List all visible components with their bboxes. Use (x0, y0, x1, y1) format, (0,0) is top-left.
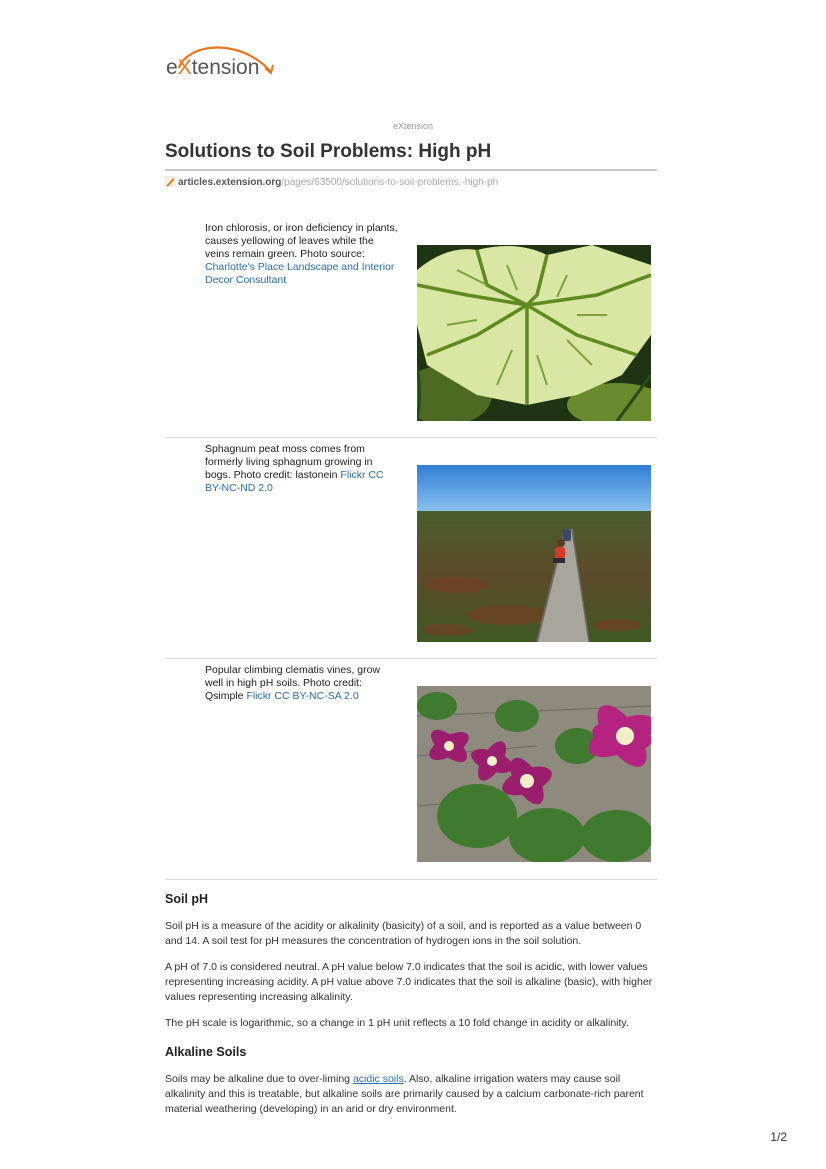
page-title: Solutions to Soil Problems: High pH (165, 141, 492, 162)
photo-row-1 (165, 222, 657, 422)
caption-text: Iron chlorosis, or iron deficiency in plants, causes yellowing of leaves while the veins remain green. Photo source: (205, 222, 398, 260)
svg-text:eXtension (166, 56, 259, 79)
logo-text-e: e (166, 56, 178, 79)
paragraph: A pH of 7.0 is considered neutral. A pH value below 7.0 indicates that the soil is acidic, with lower values representing increasing acidity. A pH value above 7.0 indicates that the soil is alkaline (basic), with higher values representing increasing alkalinity. (165, 961, 653, 1003)
paragraph: Soil pH is a measure of the acidity or alkalinity (basicity) of a soil, and is reported as a value between 0 and 14. A soil test for pH measures the concentration of hydrogen ions in the soil solution. (165, 920, 642, 947)
photo-source-link[interactable]: Flickr CC BY-NC-SA 2.0 (246, 690, 359, 702)
pencil-icon (165, 176, 176, 187)
row-divider (165, 437, 657, 438)
caption-text: Popular climbing clematis vines, grow well in high pH soils. Photo credit: Qsimple (205, 664, 381, 702)
url-host: articles.extension.org (178, 177, 282, 188)
chlorotic-leaf-photo (417, 245, 651, 421)
photo-row-2 (165, 443, 657, 643)
url-path: /pages/63500/solutions-to-soil-problems:-high-ph (281, 177, 499, 188)
caption-text: Sphagnum peat moss comes from formerly living sphagnum growing in bogs. Photo credit: lastonein (205, 443, 373, 481)
photo-source-link[interactable]: Flickr CC BY-NC-ND 2.0 (205, 469, 384, 494)
photo-caption (205, 222, 401, 287)
extension-logo[interactable] (165, 38, 277, 82)
row-divider (165, 658, 657, 659)
paragraph-text: Soils may be alkaline due to over-liming (165, 1073, 353, 1085)
section-heading-alkaline-soils: Alkaline Soils (165, 1045, 247, 1059)
sphagnum-bog-photo (417, 465, 651, 642)
title-divider (165, 169, 657, 171)
logo-text-suffix: tension (191, 56, 260, 79)
photo-caption (205, 443, 401, 495)
photo-source-link[interactable]: Charlotte's Place Landscape and Interior Decor Consultant (205, 261, 395, 286)
photo-caption (205, 664, 401, 703)
section-heading-soil-ph: Soil pH (165, 892, 209, 906)
logo-text-x: X (177, 56, 192, 79)
paragraph-text: . Also, alkaline irrigation waters may cause soil alkalinity and this is treatable, but alkaline soils are primarily caused by a calcium carbonate-rich parent material weathering (developing) in an arid or dry environment. (165, 1073, 644, 1115)
site-label: eXtension (392, 121, 434, 131)
row-divider (165, 879, 657, 880)
photo-row-3 (165, 664, 657, 864)
clematis-photo (417, 686, 651, 862)
source-url[interactable] (165, 176, 498, 188)
paragraph (165, 1072, 657, 1117)
paragraph: The pH scale is logarithmic, so a change in 1 pH unit reflects a 10 fold change in acidity or alkalinity. (165, 1017, 629, 1029)
acidic-soils-link[interactable]: acidic soils (352, 1073, 404, 1085)
page-number: 1/2 (770, 1130, 787, 1144)
